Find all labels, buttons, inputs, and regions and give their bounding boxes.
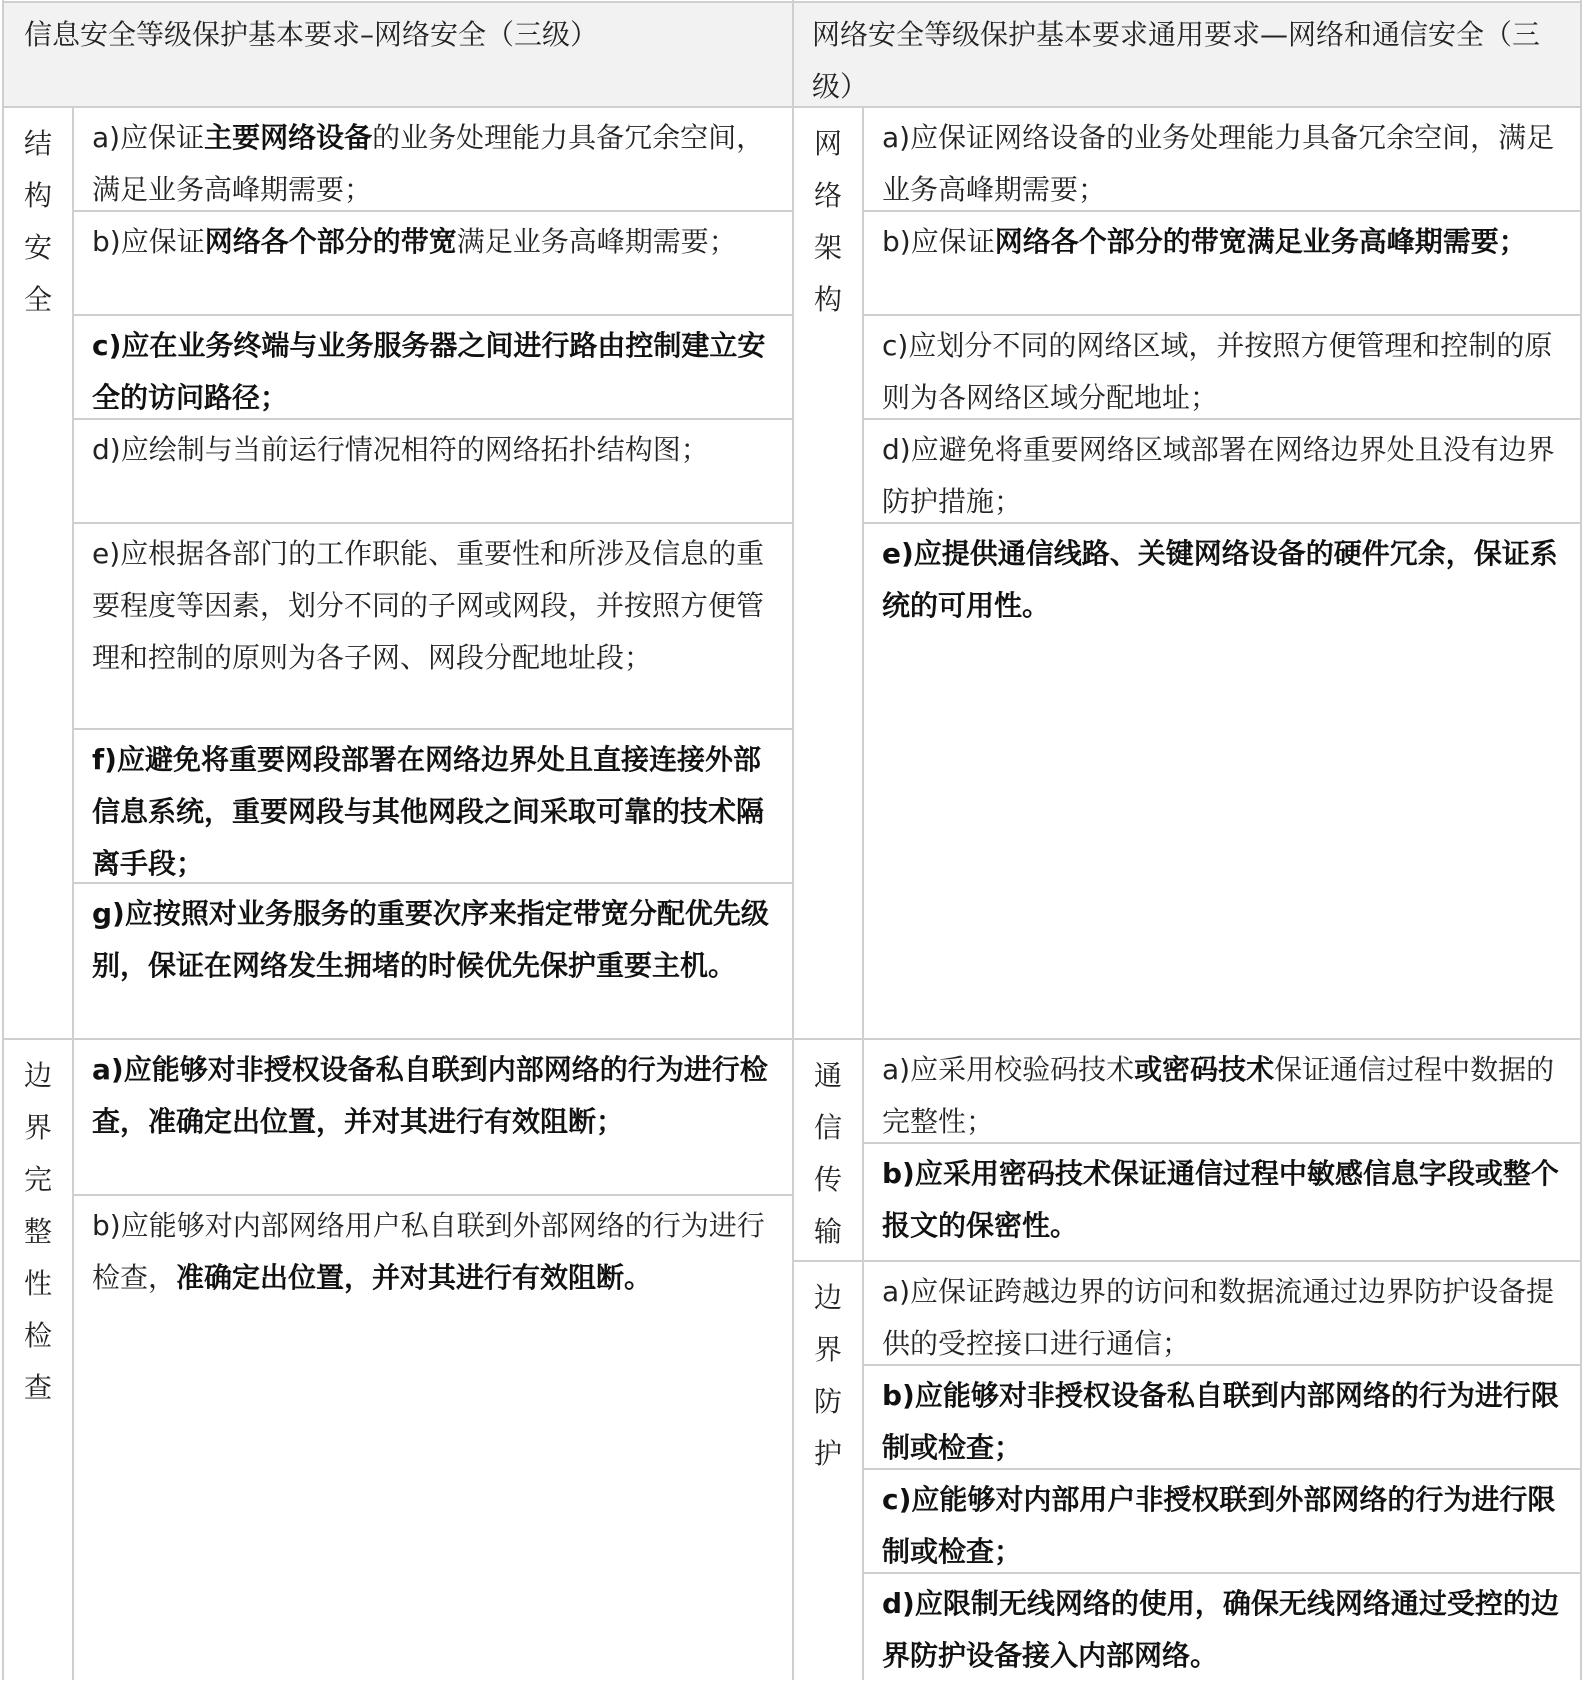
text: a)应保证 xyxy=(92,121,205,154)
category-char: 整 xyxy=(23,1215,52,1248)
grid-line xyxy=(72,882,794,884)
left-boundary-item-b xyxy=(74,1196,792,1676)
category-char: 输 xyxy=(813,1215,842,1248)
grid-line xyxy=(862,1572,1582,1574)
right-boundary-protection-item-c xyxy=(864,1470,1580,1572)
header-left: 信息安全等级保护基本要求–网络安全（三级） xyxy=(4,3,792,106)
category-structure-security xyxy=(4,108,72,1038)
grid-line xyxy=(1580,0,1582,1680)
bold-text: 网络各个部分的带宽满足业务高峰期需要； xyxy=(994,225,1527,258)
category-char: 界 xyxy=(813,1333,842,1366)
category-char: 通 xyxy=(813,1059,842,1092)
bold-text: b)应能够对非授权设备私自联到内部网络的行为进行限制或检查； xyxy=(882,1379,1559,1464)
category-char: 全 xyxy=(23,283,52,316)
left-structure-item-d xyxy=(74,420,792,522)
grid-line xyxy=(862,210,1582,212)
grid-line xyxy=(2,1038,1582,1040)
category-communication-transmission xyxy=(794,1040,862,1260)
text: e)应根据各部门的工作职能、重要性和所涉及信息的重要程度等因素，划分不同的子网或网段，并按照方便管理和控制的原则为各子网、网段分配地址段； xyxy=(92,537,765,674)
grid-line xyxy=(72,522,794,524)
grid-line xyxy=(862,1468,1582,1470)
bold-text: d)应限制无线网络的使用，确保无线网络通过受控的边界防护设备接入内部网络。 xyxy=(882,1587,1559,1672)
grid-line xyxy=(2,106,1582,108)
bold-text: 网络各个部分的带宽 xyxy=(204,225,457,258)
category-char: 络 xyxy=(813,179,842,212)
category-boundary-protection xyxy=(794,1262,862,1676)
grid-line xyxy=(72,728,794,730)
right-transmission-item-a xyxy=(864,1040,1580,1142)
text: a)应保证网络设备的业务处理能力具备冗余空间，满足业务高峰期需要； xyxy=(882,121,1555,206)
right-architecture-item-c xyxy=(864,316,1580,418)
category-char: 性 xyxy=(23,1267,52,1300)
bold-text: g)应按照对业务服务的重要次序来指定带宽分配优先级别，保证在网络发生拥堵的时候优先保护重要主机。 xyxy=(92,897,769,982)
grid-line xyxy=(72,314,794,316)
text: b)应保证 xyxy=(882,225,995,258)
category-char: 结 xyxy=(23,127,52,160)
left-boundary-item-a xyxy=(74,1040,792,1194)
text: 的业务处理能力具备冗余空间，满足业务高峰期需要； xyxy=(92,121,765,206)
text: a)应保证跨越边界的访问和数据流通过边界防护设备提供的受控接口进行通信； xyxy=(882,1275,1555,1360)
grid-line xyxy=(72,106,74,1680)
grid-line xyxy=(862,106,864,1680)
category-char: 边 xyxy=(23,1059,52,1092)
bold-text: b)应采用密码技术保证通信过程中敏感信息字段或整个报文的保密性。 xyxy=(882,1157,1559,1242)
grid-line xyxy=(72,1194,794,1196)
left-structure-item-c xyxy=(74,316,792,418)
category-char: 信 xyxy=(813,1111,842,1144)
category-char: 安 xyxy=(23,231,52,264)
right-architecture-item-d xyxy=(864,420,1580,522)
left-structure-item-a xyxy=(74,108,792,210)
bold-text: a)应能够对非授权设备私自联到内部网络的行为进行检查，准确定出位置，并对其进行有效阻断； xyxy=(92,1053,768,1138)
text: a)应采用校验码技术 xyxy=(882,1053,1135,1086)
category-char: 架 xyxy=(813,231,842,264)
grid-line xyxy=(862,522,1582,524)
grid-line xyxy=(862,1142,1582,1144)
text: d)应避免将重要网络区域部署在网络边界处且没有边界防护措施； xyxy=(882,433,1555,518)
right-boundary-protection-item-a xyxy=(864,1262,1580,1364)
category-char: 护 xyxy=(813,1437,842,1470)
grid-line xyxy=(72,210,794,212)
right-boundary-protection-item-d xyxy=(864,1574,1580,1676)
category-boundary-integrity xyxy=(4,1040,72,1676)
text: c)应划分不同的网络区域，并按照方便管理和控制的原则为各网络区域分配地址； xyxy=(882,329,1553,414)
bold-text: e)应提供通信线路、关键网络设备的硬件冗余，保证系统的可用性。 xyxy=(882,537,1558,622)
text: d)应绘制与当前运行情况相符的网络拓扑结构图； xyxy=(92,433,709,466)
grid-line xyxy=(72,418,794,420)
left-structure-item-e xyxy=(74,524,792,728)
text: 满足业务高峰期需要； xyxy=(456,225,737,258)
bold-text: f)应避免将重要网段部署在网络边界处且直接连接外部信息系统，重要网段与其他网段之间采取可靠的技术隔离手段； xyxy=(92,743,765,880)
text: 保证通信过程中数据的完整性； xyxy=(882,1053,1555,1138)
category-char: 网 xyxy=(813,127,842,160)
right-boundary-protection-item-b xyxy=(864,1366,1580,1468)
bold-text: c)应在业务终端与业务服务器之间进行路由控制建立安全的访问路径； xyxy=(92,329,766,414)
category-char: 界 xyxy=(23,1111,52,1144)
grid-line xyxy=(862,314,1582,316)
category-char: 传 xyxy=(813,1163,842,1196)
grid-line xyxy=(792,1260,1582,1262)
grid-line xyxy=(862,418,1582,420)
bold-text: c)应能够对内部用户非授权联到外部网络的行为进行限制或检查； xyxy=(882,1483,1556,1568)
text: b)应保证 xyxy=(92,225,205,258)
category-char: 防 xyxy=(813,1385,842,1418)
right-architecture-item-a xyxy=(864,108,1580,210)
category-char: 完 xyxy=(23,1163,52,1196)
bold-text: 或密码技术 xyxy=(1134,1053,1275,1086)
category-char: 构 xyxy=(813,283,842,316)
category-char: 检 xyxy=(23,1319,52,1352)
bold-text: 准确定出位置，并对其进行有效阻断。 xyxy=(176,1261,653,1294)
right-architecture-item-b xyxy=(864,212,1580,314)
category-char: 边 xyxy=(813,1281,842,1314)
grid-line xyxy=(862,1364,1582,1366)
category-network-architecture xyxy=(794,108,862,1038)
left-structure-item-g xyxy=(74,884,792,1038)
left-structure-item-b xyxy=(74,212,792,314)
header-right: 网络安全等级保护基本要求通用要求—网络和通信安全（三级） xyxy=(794,3,1580,106)
left-structure-item-f xyxy=(74,730,792,882)
bold-text: 主要网络设备 xyxy=(204,121,373,154)
right-transmission-item-b xyxy=(864,1144,1580,1260)
grid-line xyxy=(792,0,794,1680)
right-architecture-item-e xyxy=(864,524,1580,1038)
category-char: 构 xyxy=(23,179,52,212)
grid-line xyxy=(2,1,1582,3)
grid-line xyxy=(2,0,4,1680)
category-char: 查 xyxy=(23,1371,52,1404)
text: b)应能够对内部网络用户私自联到外部网络的行为进行检查， xyxy=(92,1209,765,1294)
